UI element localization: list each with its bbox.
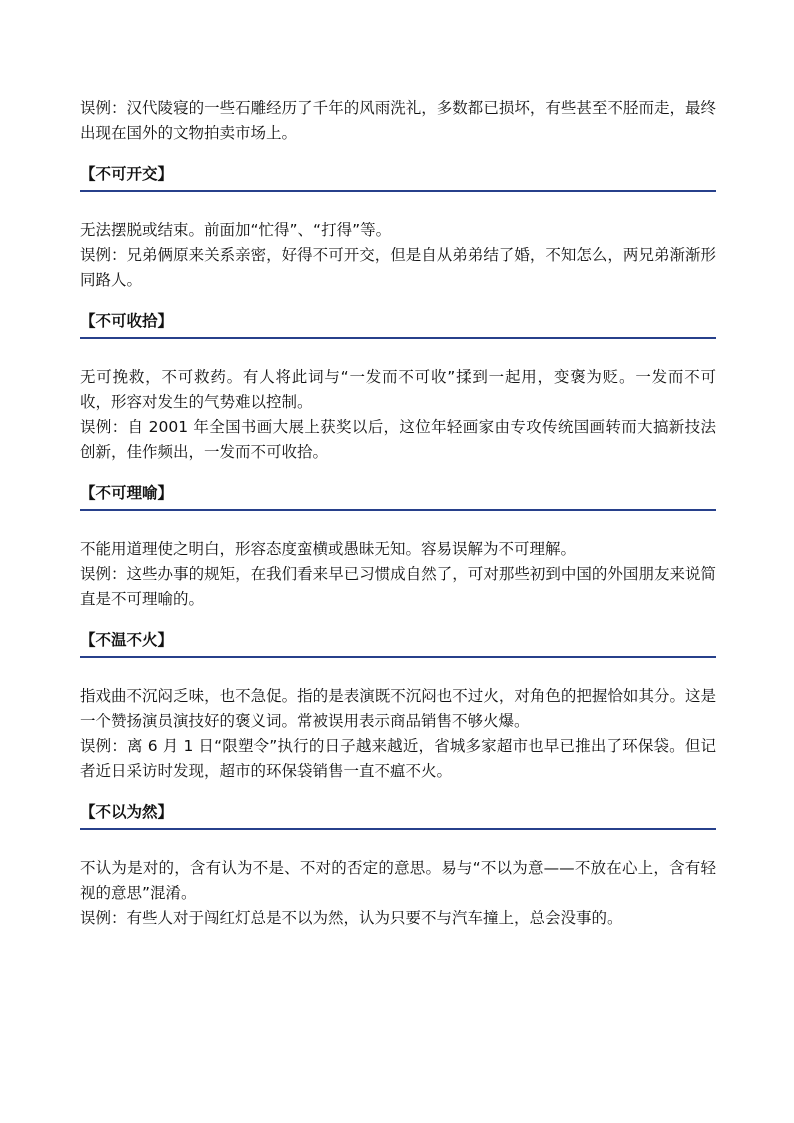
entry-buyiweiran [80, 800, 716, 931]
intro-example: 误例：汉代陵寝的一些石雕经历了千年的风雨洗礼，多数都已损坏，有些甚至不胫而走，最终出现在国外的文物拍卖市场上。 [80, 99, 716, 142]
entry-example: 误例：离 6 月 1 日“限塑令”执行的日子越来越近，省城多家超市也早已推出了环保袋。但记者近日采访时发现，超市的环保袋销售一直不瘟不火。 [80, 737, 716, 780]
entry-example: 误例：兄弟俩原来关系亲密，好得不可开交，但是自从弟弟结了婚，不知怎么，两兄弟渐渐形同路人。 [80, 246, 716, 289]
entry-example: 误例：这些办事的规矩，在我们看来早已习惯成自然了，可对那些初到中国的外国朋友来说简直是不可理喻的。 [80, 565, 716, 608]
entry-bukekaijiao [80, 162, 716, 293]
entry-definition: 不认为是对的，含有认为不是、不对的否定的意思。易与“不以为意——不放在心上，含有轻视的意思”混淆。 [80, 859, 716, 902]
entry-definition: 无可挽救，不可救药。有人将此词与“一发而不可收”揉到一起用，变褒为贬。一发而不可收，形容对发生的气势难以控制。 [80, 368, 716, 411]
entry-bukeliyu [80, 481, 716, 612]
entry-definition: 不能用道理使之明白，形容态度蛮横或愚昧无知。容易误解为不可理解。 [80, 540, 577, 558]
entry-example: 误例：自 2001 年全国书画大展上获奖以后，这位年轻画家由专攻传统国画转而大搞新技法创新，佳作频出，一发而不可收拾。 [80, 418, 716, 461]
entry-title: 【不可开交】 [80, 162, 716, 192]
entry-buwenbuhuo [80, 628, 716, 784]
entry-definition: 指戏曲不沉闷乏味，也不急促。指的是表演既不沉闷也不过火，对角色的把握恰如其分。这是一个赞扬演员演技好的褒义词。常被误用表示商品销售不够火爆。 [80, 687, 716, 730]
entry-title: 【不可收拾】 [80, 309, 716, 339]
document-page [80, 96, 716, 931]
entry-title: 【不温不火】 [80, 628, 716, 658]
entry-title: 【不可理喻】 [80, 481, 716, 511]
entry-definition: 无法摆脱或结束。前面加“忙得”、“打得”等。 [80, 221, 392, 239]
entry-bukeshoushi [80, 309, 716, 465]
entry-example: 误例：有些人对于闯红灯总是不以为然，认为只要不与汽车撞上，总会没事的。 [80, 909, 623, 927]
entry-title: 【不以为然】 [80, 800, 716, 830]
